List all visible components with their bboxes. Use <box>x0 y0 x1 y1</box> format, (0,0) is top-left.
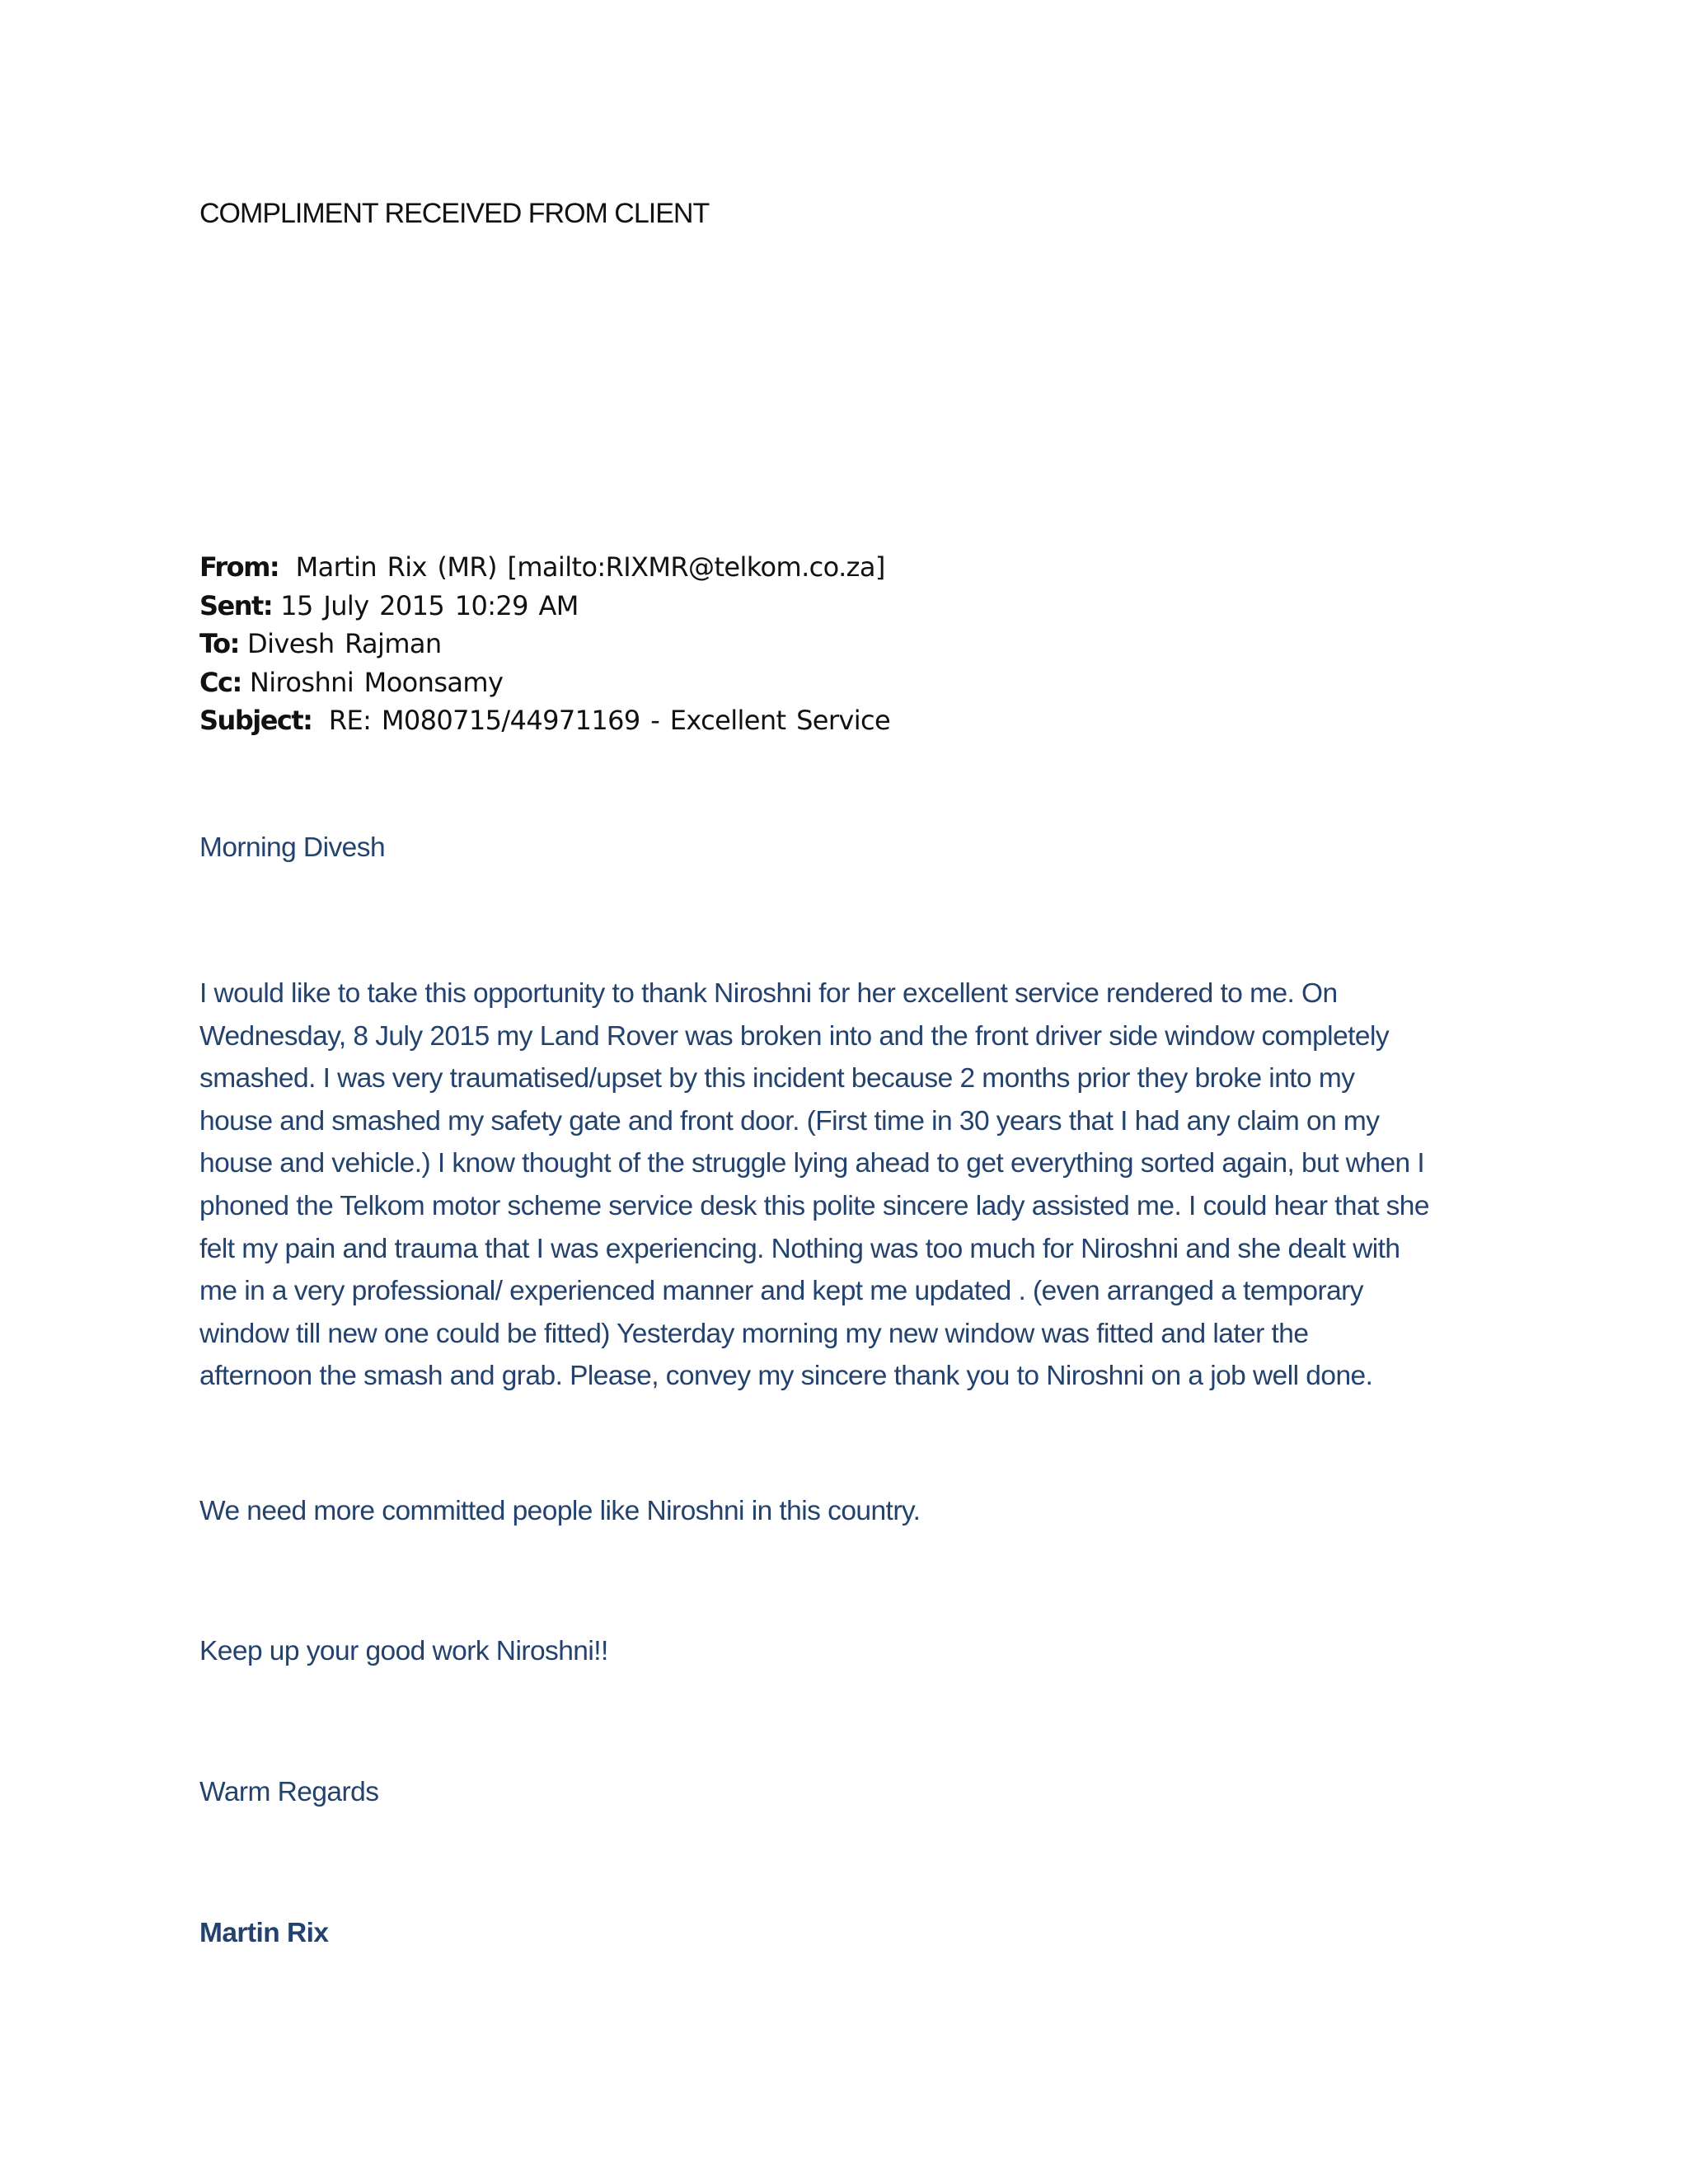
from-value: Martin Rix (MR) [mailto:RIXMR@telkom.co.za] <box>295 551 885 583</box>
subject-value: RE: M080715/44971169 - Excellent Service <box>328 705 891 736</box>
committed-sentence: We need more committed people like Niroshni in this country. <box>199 1496 921 1526</box>
paragraph-line: me in a very professional/ experienced manner and kept me updated . (even arranged a temporary <box>199 1276 1363 1307</box>
to-value: Divesh Rajman <box>247 628 442 659</box>
sent-label: Sent: <box>199 589 273 621</box>
sent-line <box>199 587 890 626</box>
from-label: From: <box>199 551 279 583</box>
main-paragraph <box>199 972 1502 1398</box>
paragraph-line: phoned the Telkom motor scheme service desk this polite sincere lady assisted me. I could hear that she <box>199 1190 1429 1221</box>
cc-value: Niroshni Moonsamy <box>249 666 504 698</box>
paragraph-line: afternoon the smash and grab. Please, convey my sincere thank you to Niroshni on a job well done. <box>199 1361 1373 1392</box>
sent-value: 15 July 2015 10:29 AM <box>280 589 579 621</box>
closing-regards: Warm Regards <box>199 1777 379 1807</box>
paragraph-line: house and smashed my safety gate and front door. (First time in 30 years that I had any claim on my <box>199 1105 1380 1137</box>
from-line <box>199 548 890 587</box>
subject-line <box>199 701 890 740</box>
to-line <box>199 625 890 663</box>
subject-label: Subject: <box>199 705 312 736</box>
to-label: To: <box>199 628 239 659</box>
email-header <box>199 548 890 740</box>
greeting: Morning Divesh <box>199 832 386 863</box>
cc-line <box>199 663 890 702</box>
cc-label: Cc: <box>199 666 241 698</box>
keep-up-sentence: Keep up your good work Niroshni!! <box>199 1636 608 1666</box>
paragraph-line: I would like to take this opportunity to thank Niroshni for her excellent service rendered to me. On <box>199 978 1338 1009</box>
paragraph-line: smashed. I was very traumatised/upset by this incident because 2 months prior they broke into my <box>199 1063 1355 1094</box>
paragraph-line: window till new one could be fitted) Yesterday morning my new window was fitted and later the <box>199 1318 1309 1349</box>
paragraph-line: Wednesday, 8 July 2015 my Land Rover was broken into and the front driver side window completely <box>199 1020 1390 1052</box>
paragraph-line: house and vehicle.) I know thought of the struggle lying ahead to get everything sorted again, but when I <box>199 1148 1425 1179</box>
paragraph-line: felt my pain and trauma that I was experiencing. Nothing was too much for Niroshni and she dealt with <box>199 1233 1400 1264</box>
signature-name: Martin Rix <box>199 1918 329 1948</box>
document-heading: COMPLIMENT RECEIVED FROM CLIENT <box>199 198 710 229</box>
